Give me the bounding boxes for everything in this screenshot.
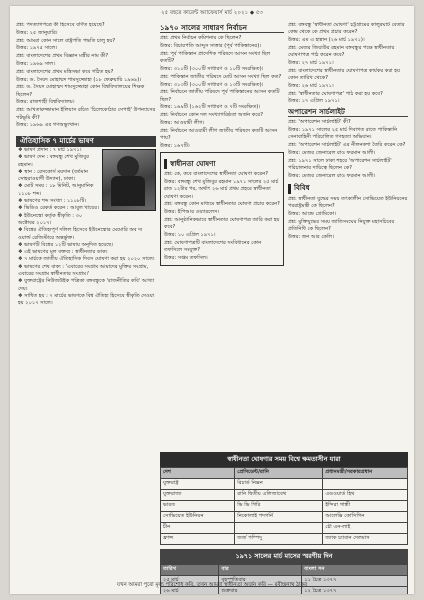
list-item: ❖ ভাষণ প্রদান : ৭ মার্চ ১৯৭১। — [18, 146, 82, 153]
table-row — [161, 501, 408, 512]
column-header: তারিখ — [161, 565, 219, 576]
list-item: ❖ ৭ মার্চকে জাতীয় ঐতিহাসিক দিবস ঘোষণা করা হয় ২০২০ সালে। — [18, 256, 155, 263]
qa-item: উত্তর: ৩১৩টি (৩০০টি সাধারণ ও ১৩টি সংরক্ষিত)। — [160, 81, 264, 88]
leaders-table — [160, 467, 408, 545]
march7-box — [16, 136, 156, 308]
qa-list-top — [16, 22, 156, 130]
table-cell: রিচার্ড নিক্সন — [235, 479, 323, 490]
list-item: ❖ এই ভাষণের মূল বক্তব্য : স্বাধীনতার ডাক। — [18, 249, 108, 256]
list-item: ❖ সাধিত হয় : ৭ মার্চের ভাষণকে বিশ্ব ঐতিহ্য হিসেবে স্বীকৃতি দেওয়া হয় ২০১৭ সালে। — [18, 292, 155, 307]
qa-item: প্রশ্ন: নির্বাচনে আওয়ামী লীগ জাতীয় পরিষদে কতটি আসন পায়? — [160, 127, 278, 142]
qa-item: উত্তর: ২৬ মার্চ ১৯৭১। — [288, 82, 334, 89]
table-cell: ফ্রান্স — [161, 534, 235, 545]
qa-item: প্রশ্ন: প্রথম নির্বাচন কমিশনার কে ছিলেন? — [160, 35, 242, 42]
searchlight-title: অপারেশন সার্চলাইট — [288, 108, 408, 117]
qa-item: প্রশ্ন: ১৯৭১ সালে ঢাকা শহরে 'অপারেশন সার্চলাইট' পরিচালনার দায়িত্বে ছিলেন কে? — [288, 157, 392, 171]
table-cell: চৌ এন-লাই — [323, 523, 408, 534]
table-cell: আলেক্সি কোসিগিন — [323, 512, 408, 523]
table-row — [161, 512, 408, 523]
qa-item: প্রশ্ন: আখতারুজ্জামান ইলিয়াস রচিত 'চিলেকোঠার সেপাই' উপন্যাসের পটভূমি কী? — [16, 107, 156, 121]
list-item: ❖ ইউনেস্কো কর্তৃক স্বীকৃতি : ৩০ অক্টোবর ২০১৭। — [18, 212, 83, 226]
qa-item: উত্তর: বিচারপতি আব্দুস সাত্তার (পূর্ব পাকিস্তানের)। — [160, 43, 262, 50]
table-header-row — [161, 565, 408, 576]
qa-item: প্রশ্ন: মেজর জিয়াউর রহমান বঙ্গবন্ধুর পক্ষে স্বাধীনতার ঘোষণাপত্র পাঠ করেন কবে? — [288, 44, 395, 59]
qa-item: প্রশ্ন: বাংলাদেশের স্বাধীনতার ঘোষণাপত্র কার্যকর করা হয় কোন তারিখ থেকে? — [288, 67, 400, 82]
qa-item: উত্তর: এম এ হান্নান (২৬ মার্চ ১৯৭১)। — [288, 37, 365, 44]
qa-item: উত্তর: আন্দ্রে গ্রোমিকো। — [288, 211, 337, 218]
qa-item: প্রশ্ন: ড. সৈয়দ মোহাম্মদ শামসুজ্জোহা কোন বিশ্ববিদ্যালয়ের শিক্ষক ছিলেন? — [16, 84, 145, 98]
column-header: প্রধানমন্ত্রী/সরকারপ্রধান — [323, 468, 408, 479]
column-header: দেশ — [161, 468, 235, 479]
list-item: ❖ ভাষণ দেন : বঙ্গবন্ধু শেখ মুজিবুর রহমান। — [18, 154, 89, 168]
heading-bar — [288, 184, 291, 194]
election-qa — [160, 35, 284, 150]
qa-item: উত্তর: ২৭ মার্চ ১৯৭১। — [288, 59, 334, 66]
table-row — [161, 490, 408, 501]
qa-item: উত্তর: মেজর জেনারেল রাও ফরমান আলী। — [288, 149, 376, 156]
qa-item: উত্তর: জন আর কেলি। — [288, 233, 335, 240]
table-cell: বৃহস্পতিবার — [219, 576, 302, 587]
table-cell: ২৬ মার্চ — [161, 587, 219, 595]
table-cell: নিকোলাই পদগর্নি — [235, 512, 323, 523]
photo-head — [117, 156, 139, 178]
table-cell: ১১ চৈত্র ১৩৭৭ — [302, 576, 408, 587]
declaration-title-text: স্বাধীনতা ঘোষণা — [170, 159, 216, 168]
march7-title: ঐতিহাসিক ৭ মার্চের ভাষণ — [16, 136, 156, 147]
misc-title — [288, 184, 408, 194]
qa-item: প্রশ্ন: বঙ্গবন্ধু 'স্বাধীনতা ঘোষণা' চট্টগ্রামের কালুরঘাট বেতার কেন্দ্র থেকে কে প্রথম প্রচার করেন? — [288, 22, 405, 36]
qa-item: উত্তর: রাজশাহী বিশ্ববিদ্যালয়। — [16, 99, 75, 106]
list-item: ❖ ভিডিও রেকর্ড করেন : আবুল খায়ের। — [18, 205, 99, 212]
table-cell: রানি দ্বিতীয় এলিজাবেথ — [235, 490, 323, 501]
table-cell: ভারত — [161, 501, 235, 512]
table-cell: শুক্রবার — [219, 587, 302, 595]
list-item: ❖ ভাষণের শেষ বাক্য : 'এবারের সংগ্রাম আমাদের মুক্তির সংগ্রাম, এবারের সংগ্রাম স্বাধীনতার সংগ্রাম।' — [18, 263, 149, 277]
qa-item: প্রশ্ন: নির্বাচনে কোন দল সংখ্যাগরিষ্ঠতা অর্জন করে? — [160, 112, 263, 119]
election-title: ১৯৭০ সালের সাধারণ নির্বাচন — [160, 24, 284, 33]
footer-quote: যখন আমরা পুরো মূল্য পরিশোধ করি, তখন আমরা স্বাধীনতা অর্জন করি — রবীন্দ্রনাথ ঠাকুর — [116, 582, 308, 588]
table-cell — [235, 523, 323, 534]
qa-item: উত্তর: বঙ্গবন্ধু শেখ মুজিবুর রহমান ১৯৭১ সালের ২৫ মার্চ রাত ১২টার পর, অর্থাৎ ২৬ মার্চ প্রথম প্রহরে স্বাধীনতা ঘোষণা করেন। — [164, 179, 279, 200]
qa-list-right — [288, 22, 408, 106]
list-item: ❖ ভাষণের শব্দ সংখ্যা : ১১০৮টি। — [18, 198, 87, 205]
declaration-title — [164, 159, 280, 169]
list-item: ❖ বিশ্বের ঐতিহ্যপূর্ণ দলিল হিসেবে ইউনেস্কোর মেমোরি অব দ্য ওয়ার্ল্ড রেজিস্টারে অন্তর্ভুক্ত। — [18, 227, 143, 241]
qa-item: প্রশ্ন: বাংলাদেশের প্রথম মন্ত্রিসভা কবে গঠিত হয়? — [16, 68, 114, 75]
qa-item: প্রশ্ন: মুক্তিযুদ্ধের সময় জাতিসংঘের নিযুক্ত মহাসচিবের প্রতিনিধি কে ছিলেন? — [288, 218, 395, 233]
qa-item: উত্তর: ১৯৭১ সালের ২৫ মার্চ দিবাগত রাতে পাকিস্তানি সেনাবাহিনী পরিচালিত গণহত্যা অভিযান। — [288, 126, 398, 141]
qa-item: উত্তর: আওয়ামী লীগ। — [160, 120, 205, 127]
declaration-qa — [164, 171, 280, 262]
misc-qa — [288, 196, 408, 241]
photo-body — [111, 176, 145, 206]
column-left — [16, 22, 156, 562]
table-cell: চীন — [161, 523, 235, 534]
qa-item: প্রশ্ন: স্বাধীনতা যুদ্ধের সময় তৎকালীন সোভিয়েত ইউনিয়নের পররাষ্ট্রমন্ত্রী কে ছিলেন? — [288, 195, 408, 210]
list-item: ❖ ভাষণটি বিশ্বের ১২টি ভাষায় অনূদিত হয়েছে। — [18, 241, 114, 248]
march-days-title: ১৯৭১ সালের মার্চ মাসের স্মরণীয় দিন — [160, 549, 408, 564]
qa-item: প্রশ্ন: নির্বাচনে জাতীয় পরিষদে পূর্ব পাকিস্তানের আসন কতটি ছিল? — [160, 89, 280, 103]
qa-item: প্রশ্ন: বঙ্গবন্ধু কোন মাধ্যমে স্বাধীনতার ঘোষণা প্রচার করেন? — [164, 201, 280, 208]
table-cell — [323, 479, 408, 490]
table-cell: ২৫ মার্চ — [161, 576, 219, 587]
qa-item: প্রশ্ন: কে, কবে বাংলাদেশের স্বাধীনতা ঘোষণা করেন? — [164, 171, 268, 178]
qa-item: প্রশ্ন: 'স্বাধীনতার ঘোষণাপত্র' পাঠ করা হয় কবে? — [288, 90, 383, 97]
qa-item: উত্তর: মেজর জেনারেল রাও ফরমান আলী। — [288, 172, 376, 179]
qa-item: উত্তর: ১৯৬৯ সাল। — [16, 60, 56, 67]
qa-item: উত্তর: ৩১০টি (৩০০টি সাধারণ ও ১০টি সংরক্ষিত)। — [160, 65, 264, 72]
qa-item: উত্তর: ২৫ জানুয়ারি। — [16, 29, 58, 36]
qa-item: উত্তর: ১৬৯টি (১৬২টি সাধারণ ও ৭টি সংরক্ষিত)। — [160, 104, 261, 111]
qa-item: উত্তর: ড. সৈয়দ মোহাম্মদ শামসুজ্জোহা (১৮ ফেব্রুয়ারি ১৯৬৯)। — [16, 76, 142, 83]
qa-item: উত্তর: ইপিআর ওয়্যারলেস। — [164, 209, 220, 216]
table-cell: যুক্তরাষ্ট্র — [161, 479, 235, 490]
qa-item: প্রশ্ন: পদত্যাগপত্রে কী হিসেবে বর্ণিত হয়েছে? — [16, 22, 105, 28]
book-page — [10, 6, 414, 594]
column-header: বার — [219, 565, 302, 576]
leaders-table-title: স্বাধীনতা ঘোষণার সময় বিশ্বে ক্ষমতাসীন যারা — [160, 452, 408, 467]
table-header-row — [161, 468, 408, 479]
table-row — [161, 479, 408, 490]
qa-item: প্রশ্ন: আমরা কোন সালে রাষ্ট্রপতি পদ্ধতি চালু হয়? — [16, 37, 116, 44]
list-item: ❖ মোট সময় : ১৮ মিনিট, আনুমানিক ১১০৮ শব্দ। — [18, 183, 94, 197]
qa-item: উত্তর: ১৯৬৯ এর গণঅভ্যুত্থান। — [16, 122, 80, 129]
table-row — [161, 523, 408, 534]
column-header: বাংলা সন — [302, 565, 408, 576]
misc-title-text: বিবিধ — [294, 184, 310, 193]
list-item: ❖ যুক্তরাষ্ট্রের নিউজউইক পত্রিকা বঙ্গবন্ধুকে 'রাজনীতির কবি' আখ্যা দেয়। — [18, 278, 155, 292]
table-cell: সোভিয়েত ইউনিয়ন — [161, 512, 235, 523]
qa-item: প্রশ্ন: পূর্ব পাকিস্তান প্রাদেশিক পরিষদে আসন সংখ্যা ছিল কতটি? — [160, 50, 271, 65]
table-row — [161, 534, 408, 545]
qa-item: উত্তর: ১৭ এপ্রিল ১৯৭১। — [288, 98, 340, 105]
declaration-box — [160, 152, 284, 266]
table-cell: ভি ভি গিরি — [235, 501, 323, 512]
column-middle — [160, 22, 284, 450]
qa-item: উত্তর: ১৯৭৫ সালে। — [16, 45, 58, 52]
qa-item: প্রশ্ন: 'অপারেশন সার্চলাইট' কী? — [288, 119, 351, 126]
searchlight-qa — [288, 119, 408, 180]
qa-item: উত্তর: সপ্তম তফসিল। — [164, 255, 208, 262]
table-cell: জর্জ পম্পিদু — [235, 534, 323, 545]
qa-item: প্রশ্ন: 'অপারেশন সার্চলাইট' এর নীলনকশা তৈরি করেন কে? — [288, 141, 406, 148]
column-right — [288, 22, 408, 450]
table-cell: ইন্দিরা গান্ধী — [323, 501, 408, 512]
qa-item: উত্তর: ১০ এপ্রিল ১৯৭১। — [164, 232, 216, 239]
qa-item: প্রশ্ন: বাংলাদেশের প্রথম বিজ্ঞান মন্ত্রীর নাম কী? — [16, 53, 109, 60]
table-cell: ১২ চৈত্র ১৩৭৭ — [302, 587, 408, 595]
qa-item: প্রশ্ন: ঘোষণাপত্রটি বাংলাদেশের সংবিধানের কোন তফসিলে সংযুক্ত? — [164, 239, 262, 254]
table-cell: যুক্তরাজ্য — [161, 490, 235, 501]
heading-bar — [164, 159, 167, 169]
table-cell: জ্যাক চ্যাবান দেলমাস — [323, 534, 408, 545]
qa-item: প্রশ্ন: আনুষ্ঠানিকভাবে স্বাধীনতার ঘোষণাপত্র জারি করা হয় কবে? — [164, 217, 280, 231]
speech-photo — [102, 149, 156, 211]
list-item: ❖ স্থান : রেসকোর্স ময়দান (বর্তমান সোহরাওয়ার্দী উদ্যান), ঢাকা। — [18, 168, 88, 183]
qa-item: উত্তর: ১৬৭টি। — [160, 142, 190, 149]
qa-item: প্রশ্ন: পাকিস্তান জাতীয় পরিষদে মোট আসন সংখ্যা ছিল কত? — [160, 73, 282, 80]
table-cell: এডওয়ার্ড হিথ — [323, 490, 408, 501]
tables-area — [160, 452, 408, 594]
column-header: প্রেসিডেন্ট/রানি — [235, 468, 323, 479]
running-head: ২৫ বছরে কারেন্ট অ্যাফেয়ার্স মার্চ ২০২১ ◆ ৫৩ — [161, 10, 263, 16]
